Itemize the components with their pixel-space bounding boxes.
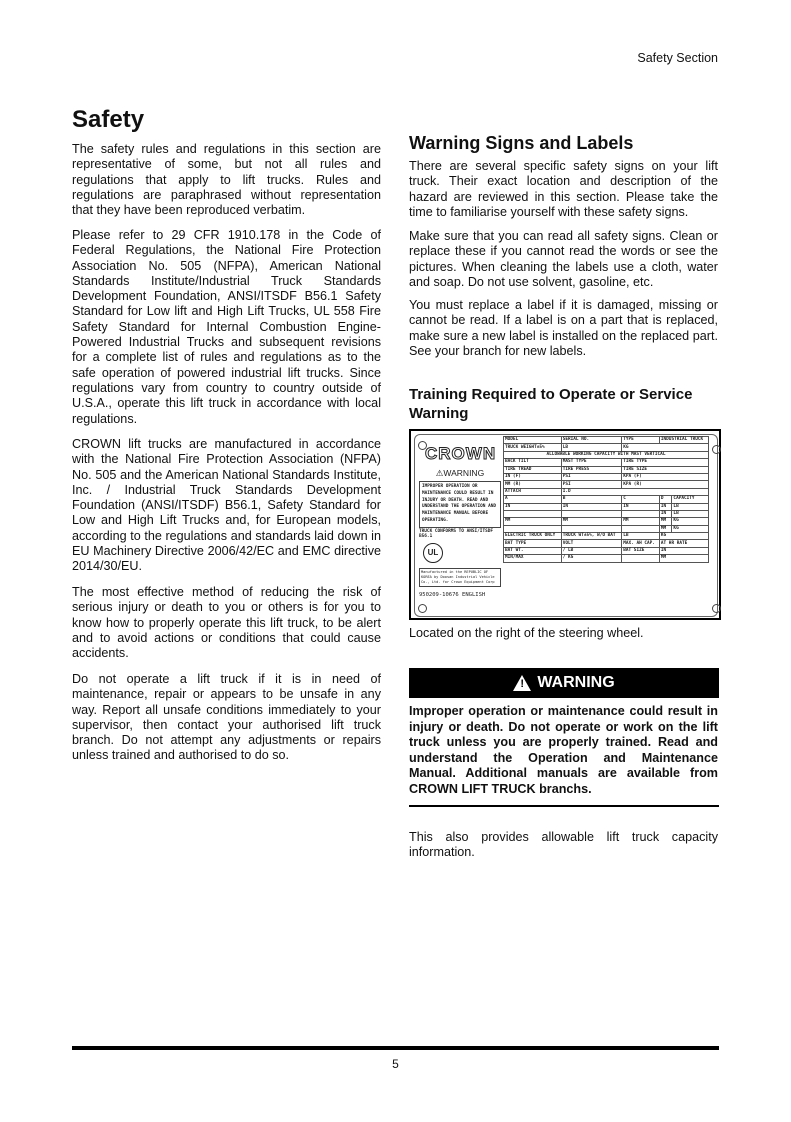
plate-cell: TRUCK WEIGHT±5% (504, 444, 562, 451)
divider (409, 805, 719, 807)
plate-conforms: TRUCK CONFORMS TO ANSI/ITSDF B56.1 (419, 528, 494, 539)
running-header: Safety Section (637, 51, 718, 65)
page-number: 5 (392, 1057, 399, 1071)
plate-cell: MM (659, 555, 708, 562)
plate-row (504, 437, 709, 444)
plate-cell: KPA (R) (622, 481, 709, 488)
paragraph: You must replace a label if it is damaged, missing or cannot be read. If a label is on a part that is replaced, make sure a new label is installed on the replaced part. See your branch for new labels. (409, 298, 718, 358)
plate-cell: KG (659, 533, 708, 540)
section-title: Safety (72, 106, 145, 133)
plate-cell: LB (561, 444, 622, 451)
plate-grid (503, 436, 709, 563)
plate-cell: KG (622, 444, 709, 451)
plate-row (504, 525, 709, 532)
plate-cell: IN (659, 510, 672, 517)
plate-cell: TIRE SIZE (622, 466, 709, 473)
plate-cell: C (622, 496, 660, 503)
plate-cell: KPA (F) (622, 473, 709, 480)
plate-cell: MM (504, 518, 562, 525)
ul-mark-icon: UL (423, 543, 443, 563)
image-caption: Located on the right of the steering wheel. (409, 626, 644, 640)
paragraph: The safety rules and regulations in this section are representative of some, but not all rules and regulations that apply to lift trucks. Rules and regulations are paraphrased without representation that they have been reproduced verbatim. (72, 142, 381, 218)
plate-cell: IN (659, 547, 708, 554)
plate-cell: SERIAL NO. (561, 437, 622, 444)
subsection-title: Warning Signs and Labels (409, 133, 634, 153)
plate-cell (504, 525, 562, 532)
plate-cell: BAT SIZE (622, 547, 660, 554)
plate-cell: BAT TYPE (504, 540, 562, 547)
warning-banner (409, 668, 719, 698)
plate-cell: ALLOWABLE WORKING CAPACITY WITH MAST VERTICAL (504, 451, 709, 458)
plate-cell: / KG (561, 555, 622, 562)
subsection-title: Training Required to Operate or Service Warning (409, 386, 693, 422)
plate-cell (561, 510, 622, 517)
plate-warning: ⚠WARNING (435, 468, 485, 478)
plate-row (504, 510, 709, 517)
plate-cell: BACK TILT (504, 459, 562, 466)
plate-cell (504, 510, 562, 517)
plate-cell: INDUSTRIAL TRUCK (659, 437, 708, 444)
plate-row (504, 533, 709, 540)
warning-label: WARNING (537, 674, 615, 691)
plate-cell: TIRE TYPE (622, 459, 709, 466)
plate-cell: CAPACITY (672, 496, 709, 503)
paragraph: Do not operate a lift truck if it is in need of maintenance, repair or appears to be unsafe in any way. Report all unsafe conditions immediately to your supervisor, then contact your authorised lift truck branch. Do not attempt any adjustments or repairs unless trained and authorised to do so. (72, 672, 381, 763)
plate-row (504, 488, 709, 495)
plate-cell: LB (622, 533, 660, 540)
plate-cell (561, 525, 622, 532)
plate-manufacturer: Manufactured in the REPUBLIC OF KOREA by Doosan Industrial Vehicle Co., Ltd. for Crown Equipment Corp (419, 568, 501, 587)
plate-cell: TIRE PRESS (561, 466, 622, 473)
plate-row (504, 481, 709, 488)
plate-cell: IN (561, 503, 622, 510)
capacity-nameplate-image (409, 429, 721, 620)
plate-cell: I.D (561, 488, 708, 495)
plate-cell: MAX. AH CAP. (622, 540, 660, 547)
plate-cell: MM (622, 518, 660, 525)
plate-row (504, 496, 709, 503)
plate-cell: MM (659, 525, 672, 532)
plate-row (504, 540, 709, 547)
plate-cell: PSI (561, 473, 622, 480)
plate-cell: LB (672, 510, 709, 517)
plate-row (504, 473, 709, 480)
plate-cell: ATTACH (504, 488, 562, 495)
plate-row (504, 444, 709, 451)
plate-cell: VOLT (561, 540, 622, 547)
plate-cell: MIN/MAX (504, 555, 562, 562)
plate-cell: D (659, 496, 672, 503)
plate-cell: / LB (561, 547, 622, 554)
plate-row (504, 459, 709, 466)
paragraph: There are several specific safety signs on your lift truck. Their exact location and description of the hazard are reviewed in this section. Please take the time to familiarise yourself with these safety signs. (409, 159, 718, 219)
plate-row (504, 466, 709, 473)
plate-row (504, 555, 709, 562)
paragraph: Please refer to 29 CFR 1910.178 in the Code of Federal Regulations, the National Fire Protection Association No. 505 (NFPA), American National Standards Institute/Industrial Truck Standards Development Foundation, ANSI/ITSDF B56.1 Safety Standard for Low lift and High Lift Trucks, UL 558 Fire Safety Standard for Internal Combustion Engine-Powered Industrial Trucks and subsequent revisions for a complete list of rules and regulations as to the safe operation of powered industrial lift trucks. Since regulations vary from country to country outside of U.S.A., operate this lift truck in accordance with local regulations. (72, 228, 381, 426)
paragraph: The most effective method of reducing the risk of serious injury or death to you or others is for you to know how to properly operate this lift truck, to be alert and to avoid actions or conditions that could cause accidents. (72, 585, 381, 661)
plate-cell: ELECTRIC TRUCK ONLY (504, 533, 562, 540)
plate-cell: B (561, 496, 622, 503)
plate-cell: TYPE (622, 437, 660, 444)
plate-cell: KG (672, 518, 709, 525)
plate-cell: A (504, 496, 562, 503)
plate-warning-text: IMPROPER OPERATION OR MAINTENANCE COULD RESULT IN INJURY OR DEATH. READ AND UNDERSTAND THE OPERATION AND MAINTENANCE MANUAL BEFORE OPERATING. (419, 481, 501, 528)
plate-cell: LB (672, 503, 709, 510)
plate-cell: MODEL (504, 437, 562, 444)
plate-cell: KG (672, 525, 709, 532)
paragraph: This also provides allowable lift truck capacity information. (409, 830, 718, 860)
paragraph: CROWN lift trucks are manufactured in accordance with the National Fire Protection Association (NFPA) No. 505 and the American National Standards Institute, Inc. / Industrial Truck Standards Development Foundation (ANSI/ITSDF) B56.1, Safety Standard for Low and High Lift Trucks and, for European models, according to the regulations and standards laid down in EU Machinery Directive 2006/42/EC and EMC directive 2014/30/EU. (72, 437, 381, 574)
plate-row (504, 503, 709, 510)
plate-cell: MM (659, 518, 672, 525)
plate-cell: TRUCK WT±5%, W/O BAT (561, 533, 622, 540)
plate-cell: IN (504, 503, 562, 510)
plate-cell (622, 510, 660, 517)
plate-cell: IN (622, 503, 660, 510)
plate-cell: PSI (561, 481, 622, 488)
plate-cell: MAST TYPE (561, 459, 622, 466)
plate-cell (622, 525, 660, 532)
plate-part-number: 950209-10676 ENGLISH (419, 591, 486, 598)
plate-row (504, 518, 709, 525)
plate-row (504, 451, 709, 458)
plate-cell: BAT WT. (504, 547, 562, 554)
plate-cell (622, 555, 660, 562)
warning-triangle-icon: ! (513, 675, 531, 691)
warning-text: Improper operation or maintenance could result in injury or death. Do not operate or work on the lift truck unless you are properly trained. Read and understand the Operation and Maintenance Manual. Additional manuals are available from CROWN LIFT TRUCK branchs. (409, 704, 718, 796)
plate-cell: TIRE TREAD (504, 466, 562, 473)
paragraph: Make sure that you can read all safety signs. Clean or replace these if you cannot read the words or see the pictures. When cleaning the labels use a cloth, water and soap. Do not use solvent, gasoline, etc. (409, 229, 718, 289)
plate-cell: MM (R) (504, 481, 562, 488)
footer-rule (72, 1046, 719, 1050)
plate-cell: IN (659, 503, 672, 510)
plate-cell: AT HR RATE (659, 540, 708, 547)
plate-cell: MM (561, 518, 622, 525)
plate-cell: IN (F) (504, 473, 562, 480)
crown-logo: CROWN (425, 444, 497, 463)
plate-row (504, 547, 709, 554)
